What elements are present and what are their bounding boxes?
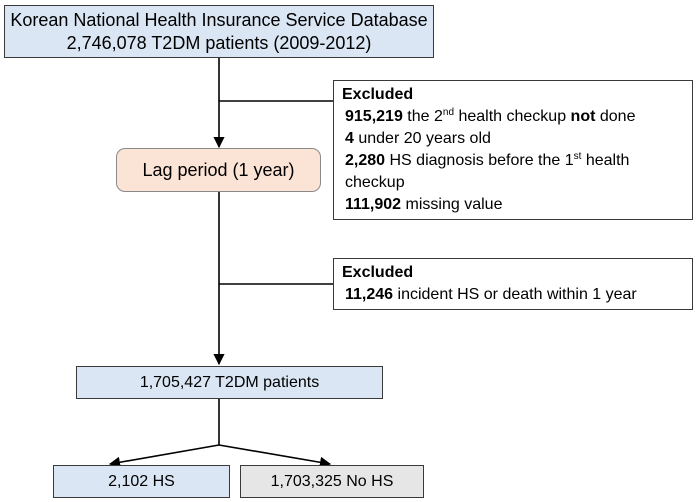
no-hs-outcome-label: 1,703,325 No HS	[270, 472, 394, 490]
exclusion-2-item-incident: 11,246 incident HS or death within 1 year	[345, 286, 637, 303]
exclusion-1-item-missing: 111,902 missing value	[345, 196, 503, 213]
exclusion-1-item-age: 4 under 20 years old	[345, 130, 491, 147]
cohort-box	[76, 366, 383, 399]
exclusion-1-header: Excluded	[342, 86, 414, 103]
exclusion-box-1	[333, 80, 693, 220]
exclusion-1-item-checkup: 915,219 the 2nd health checkup not done	[345, 107, 636, 125]
hs-outcome-box	[53, 465, 230, 498]
source-title: Korean National Health Insurance Service Database	[10, 9, 428, 30]
arrow-to-hs	[110, 445, 219, 464]
lag-period-label: Lag period (1 year)	[142, 159, 295, 180]
no-hs-outcome-box	[240, 465, 424, 498]
arrow-to-no-hs	[219, 445, 330, 464]
source-patient-count: 2,746,078 T2DM patients (2009-2012)	[66, 32, 372, 53]
source-database-box	[4, 5, 434, 58]
exclusion-2-header: Excluded	[342, 264, 414, 281]
exclusion-1-item-prior-hs: 2,280 HS diagnosis before the 1st health checkup	[345, 151, 630, 191]
cohort-label: 1,705,427 T2DM patients	[139, 373, 320, 391]
hs-outcome-label: 2,102 HS	[108, 472, 175, 490]
exclusion-box-2	[333, 258, 693, 310]
lag-period-box	[116, 148, 321, 192]
